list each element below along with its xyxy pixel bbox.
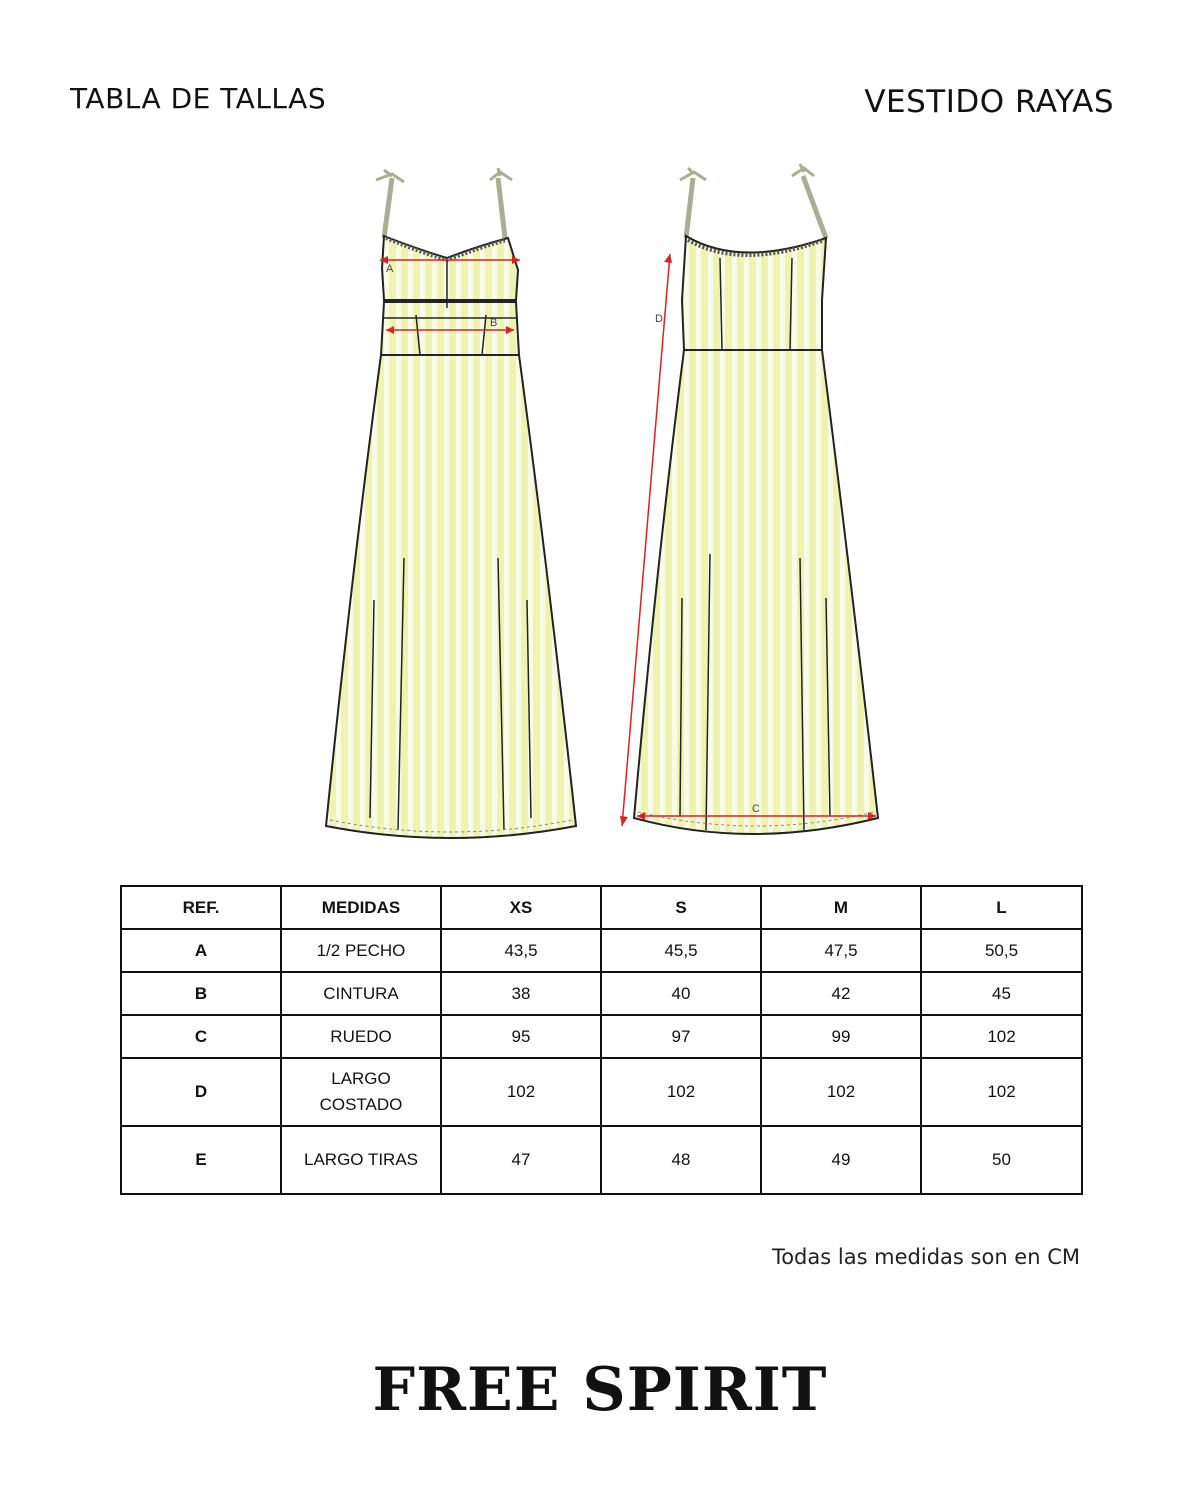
table-cell: 48: [601, 1126, 761, 1194]
table-cell-ref: A: [121, 929, 281, 972]
table-cell-measure: 1/2 PECHO: [281, 929, 441, 972]
table-cell-ref: D: [121, 1058, 281, 1126]
product-name: VESTIDO RAYAS: [864, 84, 1114, 120]
measure-label-a: A: [386, 263, 394, 275]
table-cell: 102: [441, 1058, 601, 1126]
table-cell: 45,5: [601, 929, 761, 972]
table-cell: 102: [921, 1015, 1082, 1058]
table-cell: 38: [441, 972, 601, 1015]
table-cell: 102: [761, 1058, 921, 1126]
table-cell: 97: [601, 1015, 761, 1058]
table-row: [121, 929, 1082, 972]
table-cell: 40: [601, 972, 761, 1015]
units-note: Todas las medidas son en CM: [771, 1245, 1080, 1269]
table-cell: 47,5: [761, 929, 921, 972]
table-cell-ref: E: [121, 1126, 281, 1194]
column-header-xs: XS: [441, 886, 601, 929]
dress-illustration: [0, 150, 1200, 860]
table-cell: 99: [761, 1015, 921, 1058]
table-cell: 50: [921, 1126, 1082, 1194]
table-cell: 95: [441, 1015, 601, 1058]
column-header-ref: REF.: [121, 886, 281, 929]
table-cell-measure: RUEDO: [281, 1015, 441, 1058]
table-cell-ref: B: [121, 972, 281, 1015]
table-cell: 42: [761, 972, 921, 1015]
table-row: [121, 1058, 1082, 1126]
measure-label-d: D: [655, 313, 663, 325]
dress-back: [620, 164, 878, 834]
table-row: [121, 972, 1082, 1015]
measure-label-c: C: [752, 803, 760, 815]
table-cell: 102: [601, 1058, 761, 1126]
table-cell: 102: [921, 1058, 1082, 1126]
table-row: [121, 1126, 1082, 1194]
table-header-row: [121, 886, 1082, 929]
table-cell: 45: [921, 972, 1082, 1015]
column-header-medidas: MEDIDAS: [281, 886, 441, 929]
table-cell-ref: C: [121, 1015, 281, 1058]
measure-label-b: B: [490, 317, 498, 329]
table-cell-measure: CINTURA: [281, 972, 441, 1015]
dress-front: [326, 168, 576, 838]
table-cell-measure: LARGO TIRAS: [281, 1126, 441, 1194]
column-header-s: S: [601, 886, 761, 929]
size-table: [120, 885, 1083, 1195]
table-row: [121, 1015, 1082, 1058]
column-header-m: M: [761, 886, 921, 929]
size-chart-title: TABLA DE TALLAS: [70, 82, 327, 115]
table-cell: 50,5: [921, 929, 1082, 972]
brand-logo: FREE SPIRIT: [372, 1355, 828, 1425]
column-header-l: L: [921, 886, 1082, 929]
table-cell: 43,5: [441, 929, 601, 972]
table-cell: 47: [441, 1126, 601, 1194]
table-cell: 49: [761, 1126, 921, 1194]
table-cell-measure: LARGO COSTADO: [281, 1058, 441, 1126]
